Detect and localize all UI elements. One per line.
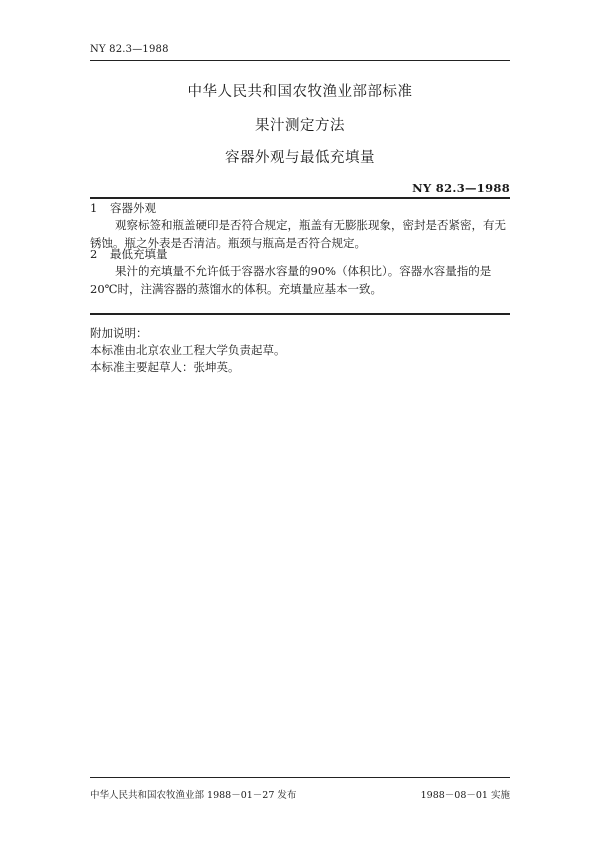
header-standard-code: NY 82.3—1988 <box>90 44 169 55</box>
section-2-paragraph: 果汁的充填量不允许低于容器水容量的90%（体积比）。容器水容量指的是20℃时，注满容器的蒸馏水的体积。充填量应基本一致。 <box>90 264 492 296</box>
notes-line: 本标准主要起草人：张坤英。 <box>90 360 240 374</box>
footer-rule <box>90 777 510 778</box>
header-rule <box>90 60 510 61</box>
notes-title: 附加说明： <box>90 326 148 340</box>
footer-issue-date: 中华人民共和国农牧渔业部 1988－01－27 发布 <box>90 790 297 801</box>
section-2-title: 最低充填量 <box>110 247 168 261</box>
section-1-heading <box>90 200 156 216</box>
section-1-paragraph: 观察标签和瓶盖硬印是否符合规定，瓶盖有无膨胀现象，密封是否紧密，有无锈蚀。瓶之外表是否清洁。瓶颈与瓶高是否符合规定。 <box>90 218 506 250</box>
document-topic-title: 容器外观与最低充填量 <box>225 150 375 166</box>
standard-number: NY 82.3—1988 <box>412 181 510 195</box>
section-2-heading <box>90 246 168 262</box>
notes-line: 本标准由北京农业工程大学负责起草。 <box>90 343 286 357</box>
footer-effective-date: 1988－08－01 实施 <box>420 790 510 801</box>
issuing-organization-title: 中华人民共和国农牧渔业部部标准 <box>187 84 413 100</box>
title-rule <box>90 197 510 199</box>
notes-rule <box>90 313 510 315</box>
document-subject-title: 果汁测定方法 <box>255 118 345 134</box>
section-2-number: 2 <box>90 247 98 261</box>
section-1-number: 1 <box>90 201 98 215</box>
section-1-title: 容器外观 <box>110 201 156 215</box>
